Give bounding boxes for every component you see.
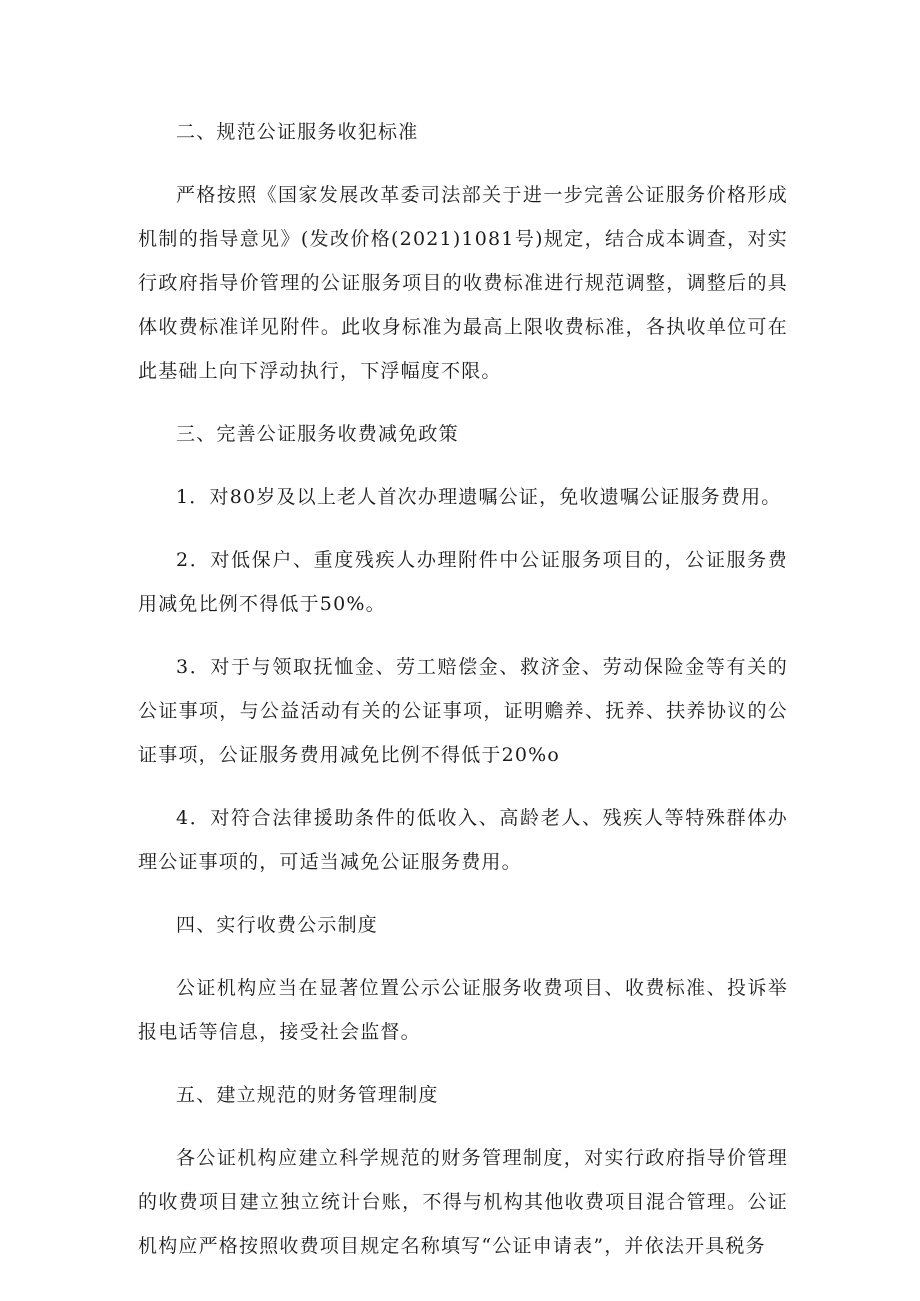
document-body xyxy=(138,110,788,1287)
section-heading-2: 二、规范公证服务收犯标准 xyxy=(176,121,419,143)
paragraph-financial-management: 各公证机构应建立科学规范的财务管理制度，对实行政府指导价管理的收费项目建立独立统计台账，不得与机构其他收费项目混合管理。公证机构应严格按照收费项目规定名称填写“公证申请表”，并依法开具税务 xyxy=(138,1147,788,1257)
section-heading-5: 五、建立规范的财务管理制度 xyxy=(176,1084,439,1106)
paragraph-fee-disclosure: 公证机构应当在显著位置公示公证服务收费项目、收费标准、投诉举报电话等信息，接受社会监督。 xyxy=(138,977,788,1043)
paragraph-item-2: 2．对低保户、重度残疾人办理附件中公证服务项目的，公证服务费用减免比例不得低于50%。 xyxy=(138,549,788,615)
paragraph-item-3: 3．对于与领取抚恤金、劳工赔偿金、救济金、劳动保险金等有关的公证事项，与公益活动有关的公证事项，证明赡养、抚养、扶养协议的公证事项，公证服务费用减免比例不得低于20%o xyxy=(138,656,788,766)
paragraph-fee-standard: 严格按照《国家发展改革委司法部关于进一步完善公证服务价格形成机制的指导意见》(发改价格(2021)1081号)规定，结合成本调查，对实行政府指导价管理的公证服务项目的收费标准进行规范调整，调整后的具体收费标准详见附件。此收身标准为最高上限收费标准，各执收单位可在此基础上向下浮动执行，下浮幅度不限。 xyxy=(138,184,788,382)
paragraph-item-1: 1．对80岁及以上老人首次办理遗嘱公证，免收遗嘱公证服务费用。 xyxy=(176,486,782,508)
section-heading-4: 四、实行收费公示制度 xyxy=(176,914,379,936)
section-heading-3: 三、完善公证服务收费减免政策 xyxy=(176,423,459,445)
paragraph-item-4: 4．对符合法律援助条件的低收入、高龄老人、残疾人等特殊群体办理公证事项的，可适当减免公证服务费用。 xyxy=(138,807,788,873)
